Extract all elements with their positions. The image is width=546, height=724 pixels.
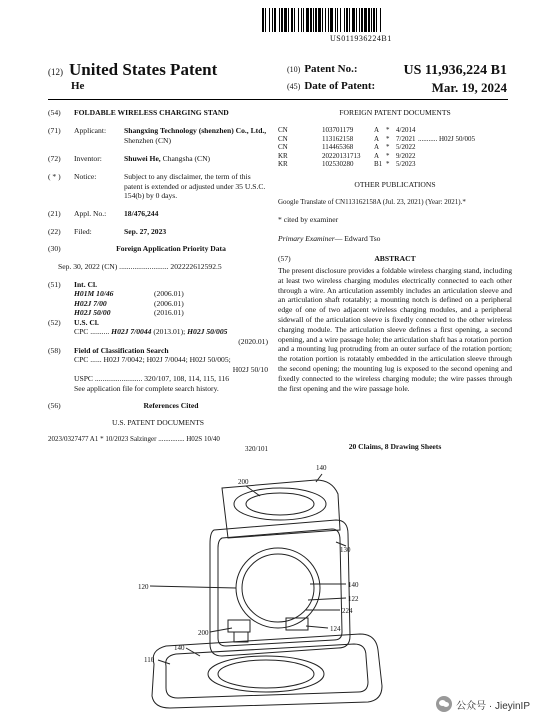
other-pub: Google Translate of CN113162158A (Jul. 23, 2021) (Year: 2021).*	[278, 198, 466, 206]
drawing-label: 140	[316, 464, 327, 472]
cpc-year: (2020.01)	[238, 336, 268, 346]
patent-title-header: (12) United States Patent	[48, 60, 218, 79]
foreign-doc-num: 113162158	[322, 134, 354, 143]
base-coil-inner	[218, 660, 314, 688]
field-cpc-2: H02J 50/10	[232, 364, 268, 374]
priority-line: Sep. 30, 2022 (CN) .......................... 202222612592.5	[58, 262, 222, 271]
middle-coil-inner	[242, 554, 314, 622]
foreign-doc-kind: A	[374, 126, 380, 134]
us-docs-label: U.S. PATENT DOCUMENTS	[112, 418, 204, 427]
foreign-doc-country: KR	[278, 151, 288, 160]
foreign-doc-country: CN	[278, 126, 288, 134]
foreign-doc-kind: A	[374, 134, 380, 143]
patent-number-row: (10) Patent No.: US 11,936,224 B1	[287, 63, 507, 78]
foreign-doc-star: *	[386, 134, 390, 143]
hinge-left	[228, 620, 250, 632]
foreign-doc-num: 102530280	[322, 160, 354, 169]
drawing-label: 140	[348, 581, 359, 589]
foreign-doc-cls: ........... H02J 50/005	[418, 134, 475, 143]
other-pubs-label: OTHER PUBLICATIONS	[354, 180, 436, 189]
us-doc-line: 2023/0327477 A1 * 10/2023 Salzinger ............... H02S 10/40	[48, 435, 220, 443]
us-doc-line-2: 320/101	[245, 444, 268, 453]
foreign-doc-star: *	[386, 160, 390, 169]
barcode	[262, 8, 490, 32]
foreign-doc-kind: A	[374, 151, 380, 160]
foreign-doc-date: 5/2022	[396, 143, 416, 152]
drawing-label: 140	[174, 644, 185, 652]
foreign-doc-num: 20220131713	[322, 151, 361, 160]
field-see: See application file for complete search history.	[74, 383, 219, 393]
foreign-doc-country: CN	[278, 134, 288, 143]
foreign-doc-num: 114465368	[322, 143, 354, 152]
foreign-doc-kind: A	[374, 143, 380, 152]
foreign-doc-country: KR	[278, 160, 288, 169]
back-coil-inner	[246, 493, 314, 515]
claims-summary: 20 Claims, 8 Drawing Sheets	[348, 442, 442, 451]
drawing-label: 120	[138, 583, 149, 591]
drawing-label: 130	[340, 546, 351, 554]
patent-drawing	[110, 460, 480, 710]
header-divider	[48, 99, 508, 100]
cited-by-examiner: * cited by examiner	[278, 215, 339, 224]
foreign-doc-country: CN	[278, 143, 288, 152]
foreign-doc-date: 4/2014	[396, 126, 416, 134]
hinge-lug	[234, 632, 248, 642]
primary-examiner: Primary Examiner — Edward Tso	[278, 234, 381, 243]
foreign-doc-kind: B1	[374, 160, 383, 169]
field-uspc: USPC ......................... 320/107, 108, 114, 115, 116	[74, 374, 230, 383]
inventor-surname: He	[71, 80, 85, 92]
base-coil	[208, 656, 324, 692]
patent-date: Mar. 19, 2024	[431, 80, 507, 95]
middle-coil	[236, 548, 320, 628]
foreign-doc-date: 9/2022	[396, 151, 416, 160]
publication-number: US011936224B1	[330, 34, 392, 43]
drawing-label: 124	[330, 625, 341, 633]
base-panel-inner	[166, 644, 368, 698]
wechat-icon	[436, 696, 452, 712]
foreign-doc-star: *	[386, 151, 390, 160]
foreign-doc-star: *	[386, 143, 390, 152]
foreign-doc-star: *	[386, 126, 390, 134]
foreign-doc-date: 7/2021	[396, 134, 416, 143]
drawing-label: 122	[348, 595, 359, 603]
abstract-text: The present disclosure provides a foldable wireless charging stand, including at least two wireless charging modules electrically connected to each other through a wire. An articulation assembly includes an articulation sleeve and an articulation shaft rotatably; a mounting notch is defined on a peripheral edge of one of two adjacent wireless charging modules, and a peripheral sidewall of the articulation sleeve is fixedly connected to the other wireless charging module. The articulation sleeve defines a first opening, a second opening, and a wire passage hole; the articulation shaft has a rotation portion and a mounting lug protruding from an outer surface of the rotation portion; the rotation portion is rotatably embedded in the articulation sleeve through the second opening; the mounting lug is exposed to the second opening and fixedly connected to the wireless charging module; the wire passes through the first opening and the wire passage hole.	[278, 266, 512, 393]
drawing-label: 200	[198, 629, 209, 637]
field-cpc: CPC ...... H02J 7/0042; H02J 7/0044; H02J 50/005;	[74, 355, 231, 364]
foreign-doc-num: 103701179	[322, 126, 354, 134]
patent-date-row: (45) Date of Patent: Mar. 19, 2024	[287, 80, 507, 95]
foreign-doc-date: 5/2023	[396, 160, 416, 169]
foreign-docs-label: FOREIGN PATENT DOCUMENTS	[339, 108, 451, 117]
watermark: 公众号 · JieyinIP	[436, 696, 530, 712]
cpc-line: CPC .......... H02J 7/0044 (2013.01); H02J 50/005	[74, 327, 228, 336]
drawing-label: 110	[144, 656, 155, 664]
drawing-label: 224	[342, 607, 353, 615]
patent-number: US 11,936,224 B1	[403, 63, 507, 78]
barcode-bar	[381, 8, 383, 32]
drawing-label: 200	[238, 478, 249, 486]
